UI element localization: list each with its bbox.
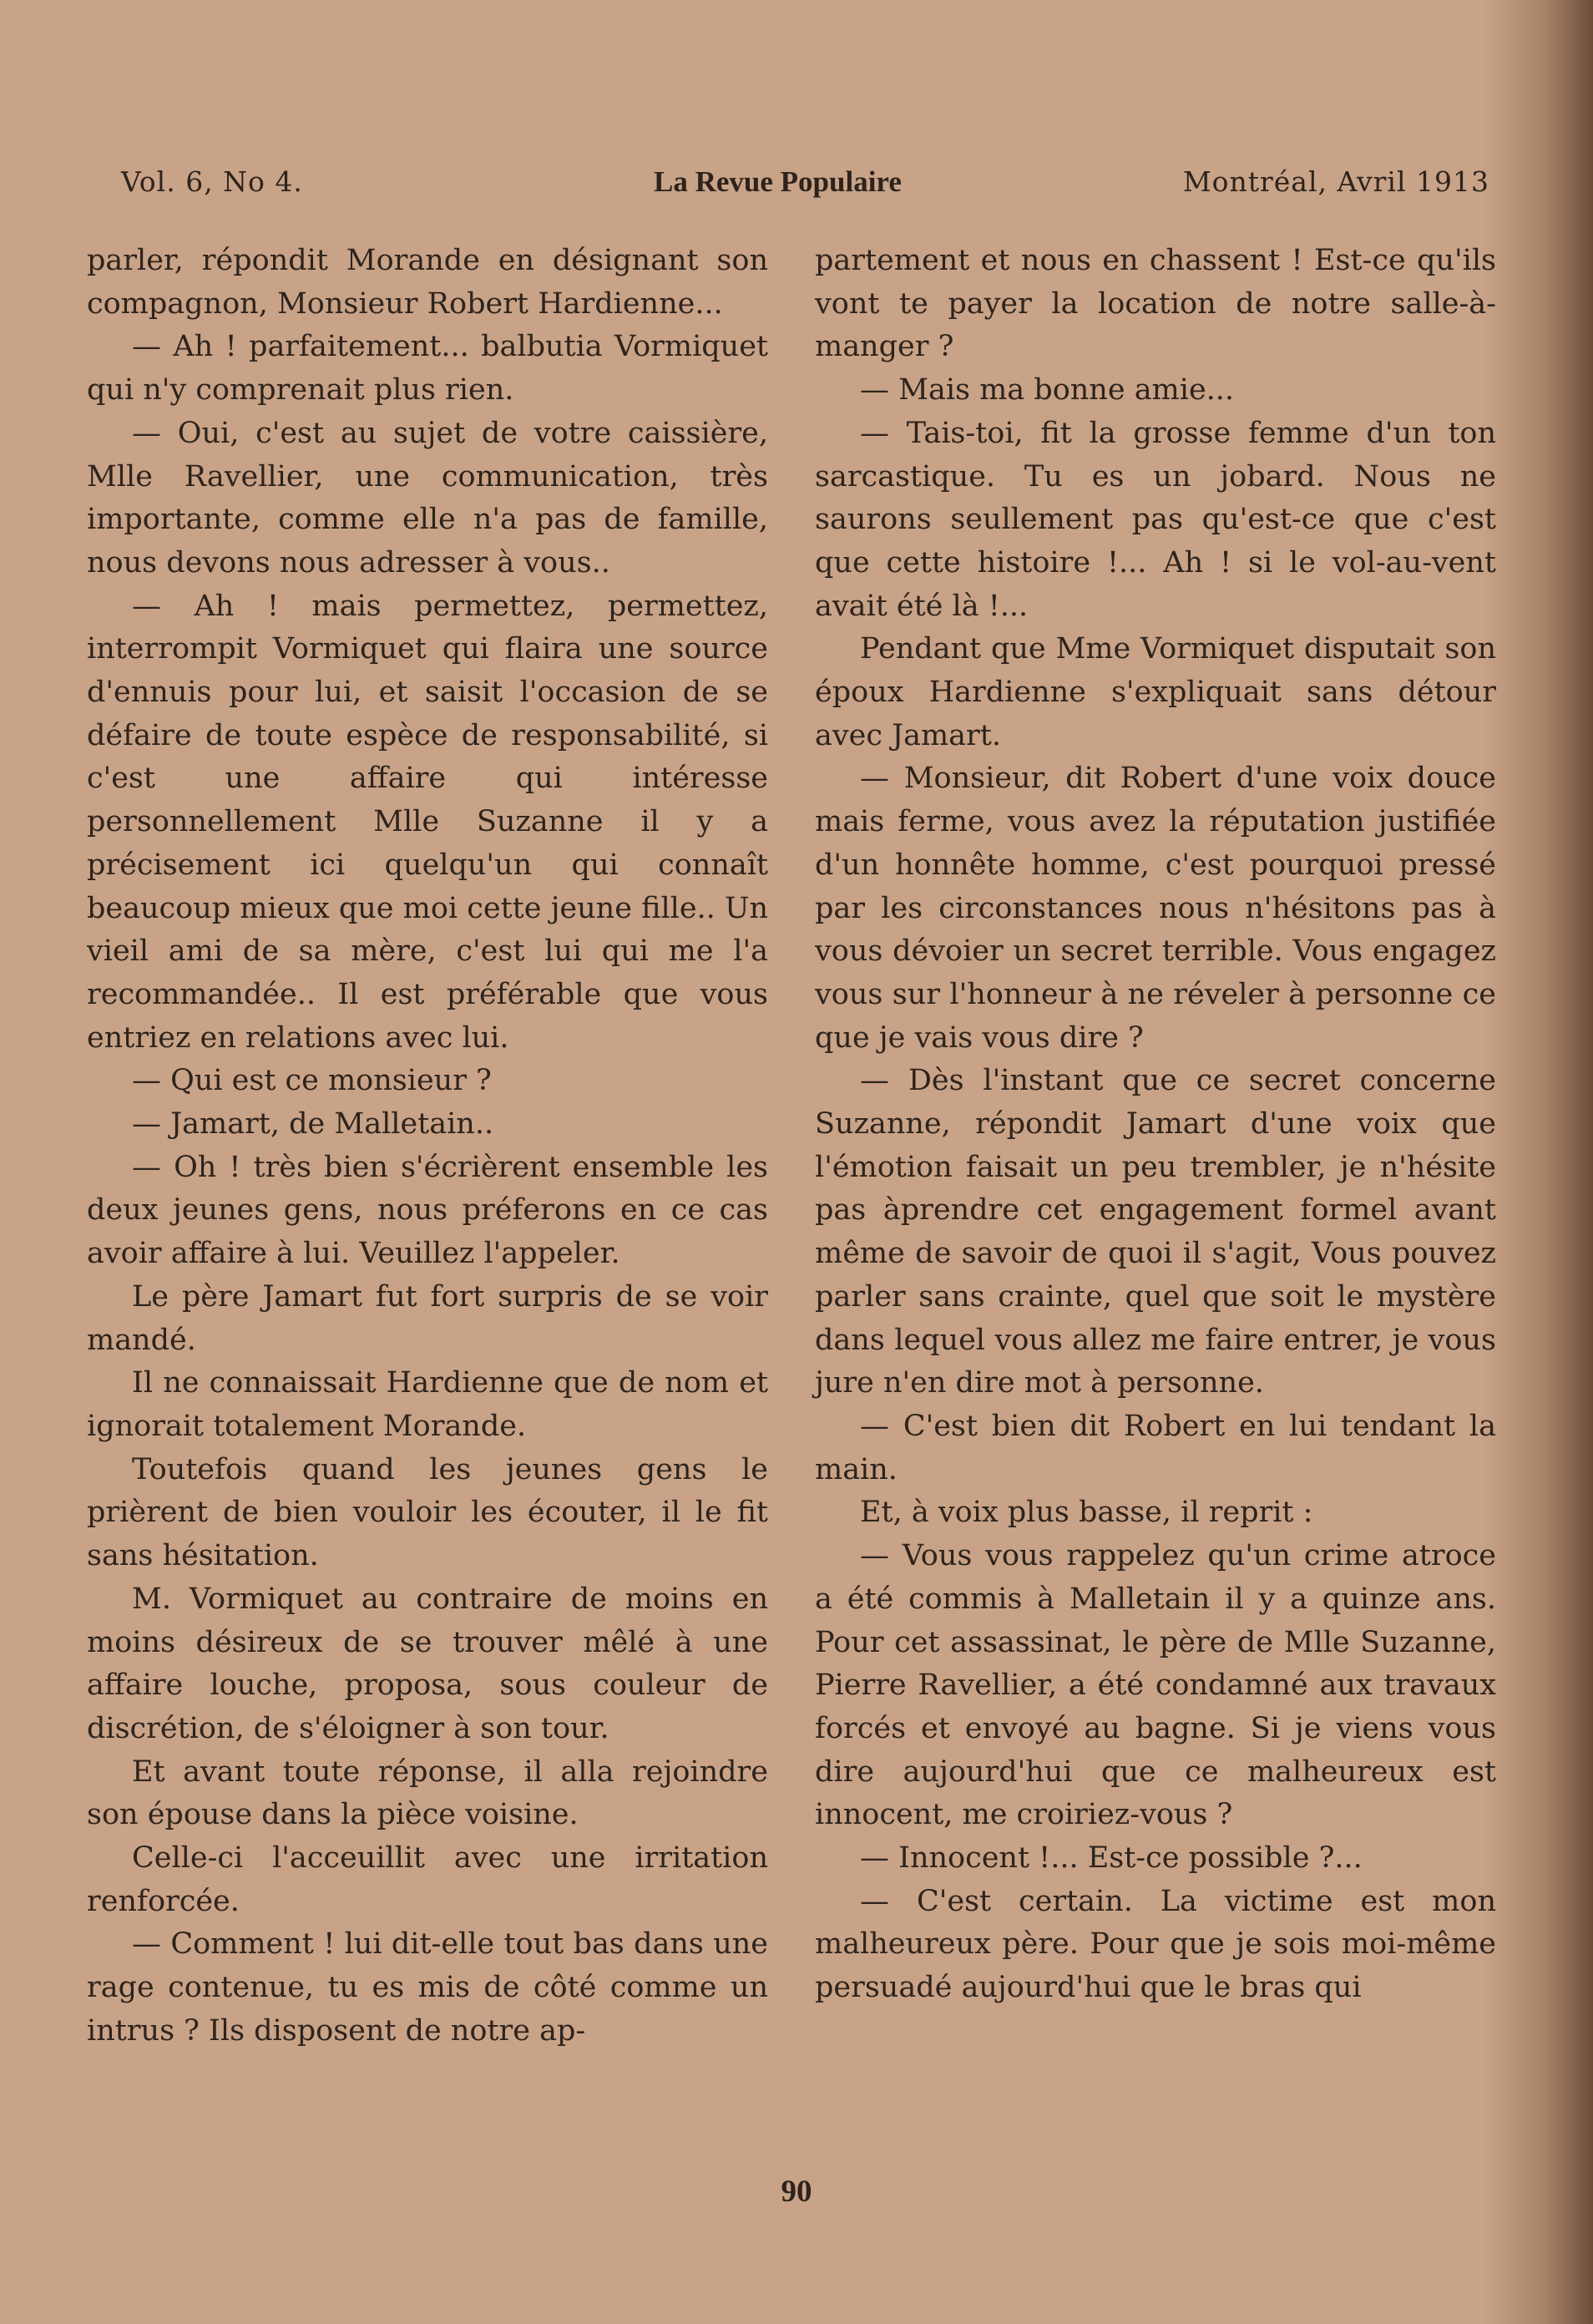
- paragraph: — Jamart, de Malletain..: [132, 1107, 494, 1142]
- paragraph: — C'est certain. La victime est mon malheureux père. Pour que je sois moi-même persuadé aujourd'hui que le bras qui: [815, 1884, 1496, 2005]
- paragraph: Pendant que Mme Vormiquet disputait son époux Hardienne s'expliquait sans détour avec Jamart.: [815, 632, 1496, 752]
- page-number: 90: [781, 2175, 812, 2209]
- paragraph: — Oui, c'est au sujet de votre caissière, Mlle Ravellier, une communication, très importante, comme elle n'a pas de famille, nous devons nous adresser à vous..: [87, 416, 768, 580]
- paragraph: parler, répondit Morande en désignant son compagnon, Monsieur Robert Hardienne...: [87, 244, 768, 321]
- paragraph: Le père Jamart fut fort surpris de se voir mandé.: [87, 1279, 768, 1357]
- paragraph: — Vous vous rappelez qu'un crime atroce a été commis à Malletain il y a quinze ans. Pour cet assassinat, le père de Mlle Suzanne, Pierre Ravellier, a été condamné aux travaux forcés et envoyé au bagne. Si je viens vous dire aujourd'hui que ce malheureux est innocent, me croiriez-vous ?: [815, 1539, 1496, 1832]
- paragraph: Et, à voix plus basse, il reprit :: [860, 1496, 1313, 1530]
- paragraph: — Innocent !... Est-ce possible ?...: [860, 1841, 1363, 1876]
- paragraph: — Oh ! très bien s'écrièrent ensemble les deux jeunes gens, nous préferons en ce cas avoir affaire à lui. Veuillez l'appeler.: [87, 1150, 768, 1271]
- paragraph: Celle-ci l'acceuillit avec une irritation renforcée.: [87, 1841, 768, 1918]
- volume-number: Vol. 6, No 4.: [121, 165, 303, 198]
- paragraph: — Ah ! parfaitement... balbutia Vormiquet qui n'y comprenait plus rien.: [87, 330, 768, 408]
- paragraph: — Monsieur, dit Robert d'une voix douce mais ferme, vous avez la réputation justifiée d'un honnête homme, c'est pourquoi pressé par les circonstances nous n'hésitons pas à vous dévoier un secret terrible. Vous engagez vous sur l'honneur à ne réveler à personne ce que je vais vous dire ?: [815, 762, 1496, 1055]
- left-column: [87, 240, 768, 2053]
- paragraph: — C'est bien dit Robert en lui tendant la main.: [815, 1409, 1496, 1486]
- paragraph: Il ne connaissait Hardienne que de nom et ignorait totalement Morande.: [87, 1366, 768, 1443]
- paragraph: Et avant toute réponse, il alla rejoindre son épouse dans la pièce voisine.: [87, 1754, 768, 1832]
- paragraph: — Qui est ce monsieur ?: [132, 1064, 492, 1098]
- running-header: [0, 165, 1593, 207]
- paragraph: — Dès l'instant que ce secret concerne Suzanne, répondit Jamart d'une voix que l'émotion faisait un peu trembler, je n'hésite pas àprendre cet engagement formel avant même de savoir de quoi il s'agit, Vous pouvez parler sans crainte, quel que soit le mystère dans lequel vous allez me faire entrer, je vous jure n'en dire mot à personne.: [815, 1064, 1496, 1400]
- issue-date: Montréal, Avril 1913: [1182, 165, 1489, 198]
- paragraph: — Mais ma bonne amie...: [860, 373, 1235, 408]
- paragraph: — Comment ! lui dit-elle tout bas dans une rage contenue, tu es mis de côté comme un intrus ? Ils disposent de notre ap-: [87, 1927, 768, 2048]
- paragraph: — Ah ! mais permettez, permettez, interrompit Vormiquet qui flaira une source d'ennuis pour lui, et saisit l'occasion de se défaire de toute espèce de responsabilité, si c'est une affaire qui intéresse personnellement Mlle Suzanne il y a précisement ici quelqu'un qui connaît beaucoup mieux que moi cette jeune fille.. Un vieil ami de sa mère, c'est lui qui me l'a recommandée.. Il est préférable que vous entriez en relations avec lui.: [87, 589, 768, 1055]
- paragraph: Toutefois quand les jeunes gens le prièrent de bien vouloir les écouter, il le fit sans hésitation.: [87, 1452, 768, 1573]
- paragraph: partement et nous en chassent ! Est-ce qu'ils vont te payer la location de notre salle-à-manger ?: [815, 244, 1496, 364]
- paragraph: M. Vormiquet au contraire de moins en moins désireux de se trouver mêlé à une affaire louche, proposa, sous couleur de discrétion, de s'éloigner à son tour.: [87, 1582, 768, 1745]
- right-column: [815, 240, 1496, 2010]
- paragraph: — Tais-toi, fit la grosse femme d'un ton sarcastique. Tu es un jobard. Nous ne saurons seullement pas qu'est-ce que c'est que cette histoire !... Ah ! si le vol-au-vent avait été là !...: [815, 416, 1496, 623]
- journal-title: La Revue Populaire: [654, 165, 902, 198]
